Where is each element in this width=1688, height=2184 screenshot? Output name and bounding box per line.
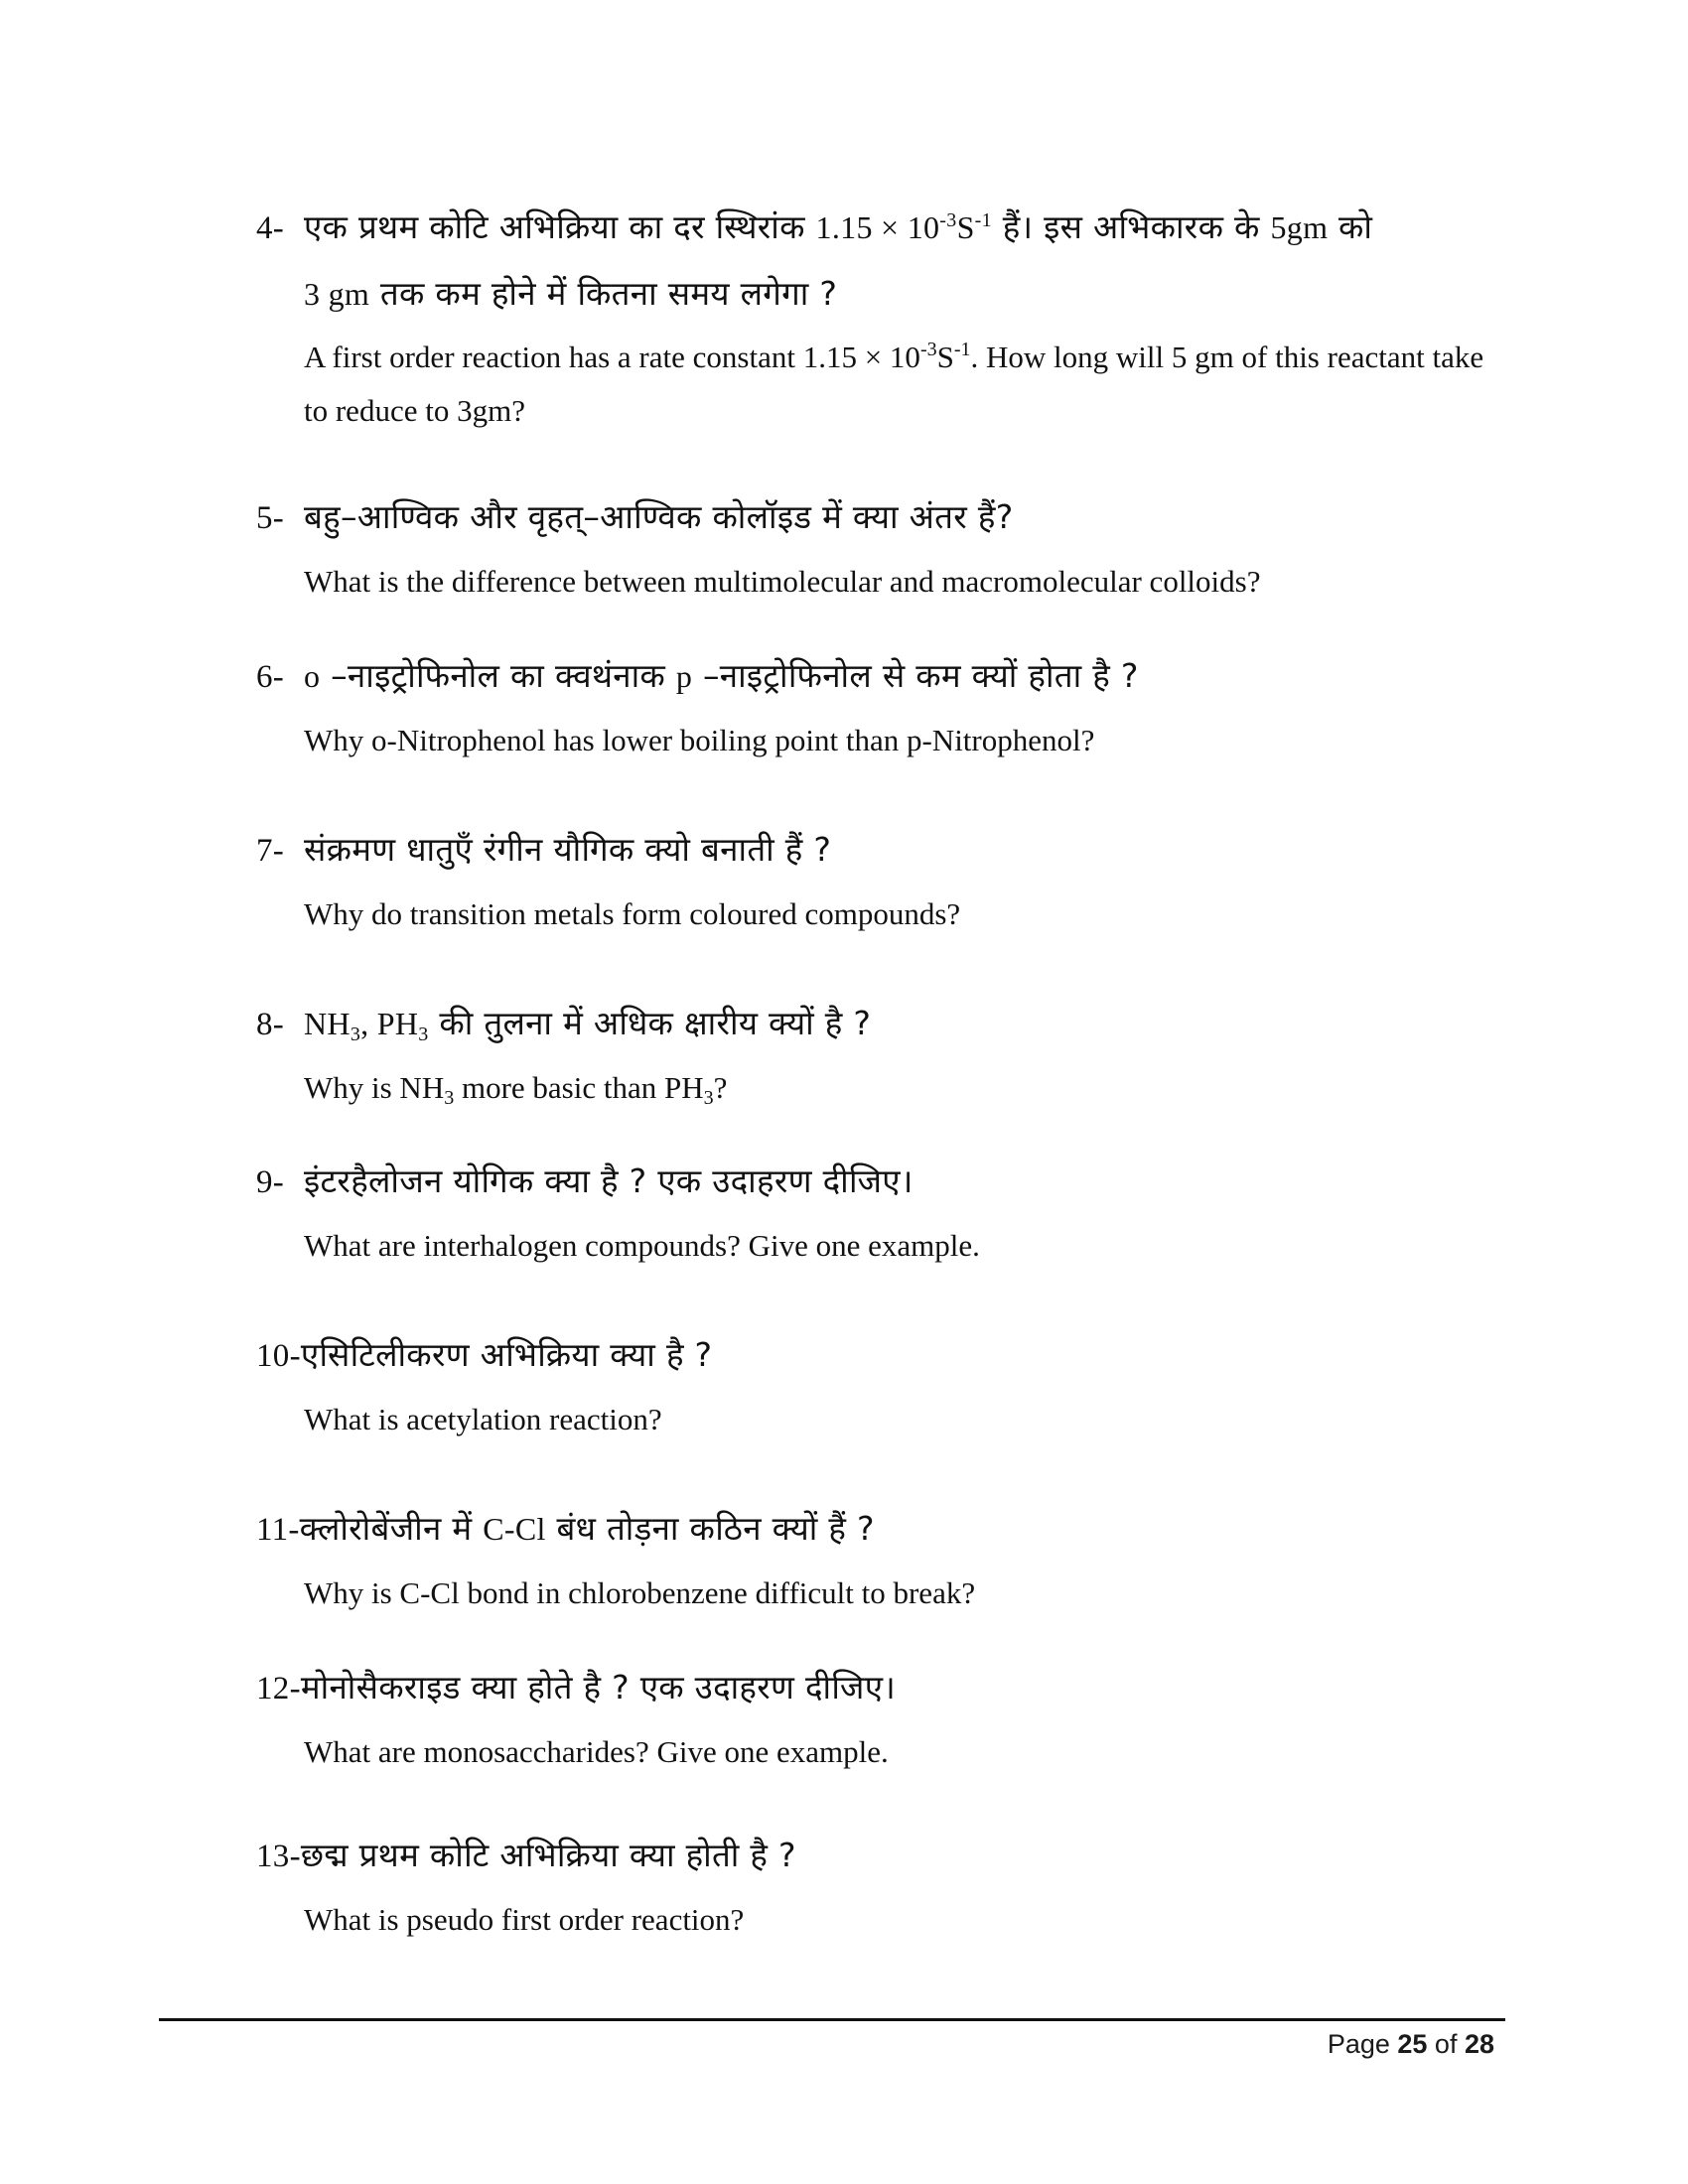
question-5-english: What is the difference between multimolecular and macromolecular colloids? [304,564,1261,599]
question-6 [256,643,1507,767]
question-number: 4- [256,210,285,246]
question-12-hindi: 12-मोनोसैकराइड क्या होते है ? एक उदाहरण दीजिए। [256,1655,1507,1721]
question-number: 13- [256,1839,301,1874]
question-10-english: What is acetylation reaction? [304,1402,662,1436]
question-number: 11- [256,1512,300,1548]
question-12 [256,1655,1507,1779]
question-13 [256,1823,1507,1947]
question-13-english: What is pseudo first order reaction? [304,1902,745,1937]
question-6-hindi: 6- o –नाइट्रोफिनोल का क्वथंनाक p –नाइट्रोफिनोल से कम क्यों होता है ? [256,643,1507,710]
question-7-english: Why do transition metals form coloured compounds? [304,896,961,931]
question-10-hindi: 10-एसिटिलीकरण अभिक्रिया क्या है ? [256,1322,1507,1389]
question-7-hindi: 7- संक्रमण धातुएँ रंगीन यौगिक क्यो बनाती हैं ? [256,817,1507,884]
question-4 [256,195,1507,438]
question-11-hindi: 11-क्लोरोबेंजीन में C-Cl बंध तोड़ना कठिन क्यों हैं ? [256,1496,1507,1563]
question-9 [256,1149,1507,1273]
question-number: 6- [256,659,285,695]
footer-divider [159,2018,1505,2021]
question-9-english: What are interhalogen compounds? Give one example. [304,1228,980,1263]
question-10 [256,1322,1507,1446]
question-number: 12- [256,1671,301,1706]
question-11 [256,1496,1507,1620]
question-8-hindi: 8- $NH_3$, $PH_3$ की तुलना में अधिक क्षारीय क्यों है ? [256,991,1507,1057]
question-5 [256,484,1507,609]
question-number: 9- [256,1164,285,1200]
question-8 [256,991,1507,1115]
question-4-english: A first order reaction has a rate constant $1.15 \times 10^{-3}S^{-1}$. How long will 5 gm of this reactant take to reduce to 3gm? [304,339,1484,428]
question-5-hindi: 5- बहु–आण्विक और वृहत्–आण्विक कोलॉइड में क्या अंतर हैं? [256,484,1507,551]
question-13-hindi: 13-छद्म प्रथम कोटि अभिक्रिया क्या होती है ? [256,1823,1507,1889]
question-number: 10- [256,1338,301,1374]
question-number: 7- [256,833,285,869]
question-12-english: What are monosaccharides? Give one example. [304,1734,889,1769]
question-4-hindi-line-2: 3 gm तक कम होने में कितना समय लगेगा ? [304,274,838,313]
question-7 [256,817,1507,941]
question-number: 8- [256,1007,285,1042]
question-number: 5- [256,500,285,536]
question-4-hindi-line-1: 4- एक प्रथम कोटि अभिक्रिया का दर स्थिरांक $1.15 \times 10^{-3}S^{-1}$ हैं। इस अभिकारक के 5gm को [256,195,1507,261]
question-6-english: Why o-Nitrophenol has lower boiling point than p-Nitrophenol? [304,723,1095,757]
question-8-english: Why is $NH_3$ more basic than $PH_3$? [304,1070,728,1109]
question-11-english: Why is C-Cl bond in chlorobenzene difficult to break? [304,1575,976,1610]
page-number: Page 25 of 28 [1327,2029,1494,2059]
question-9-hindi: 9- इंटरहैलोजन योगिक क्या है ? एक उदाहरण दीजिए। [256,1149,1507,1215]
